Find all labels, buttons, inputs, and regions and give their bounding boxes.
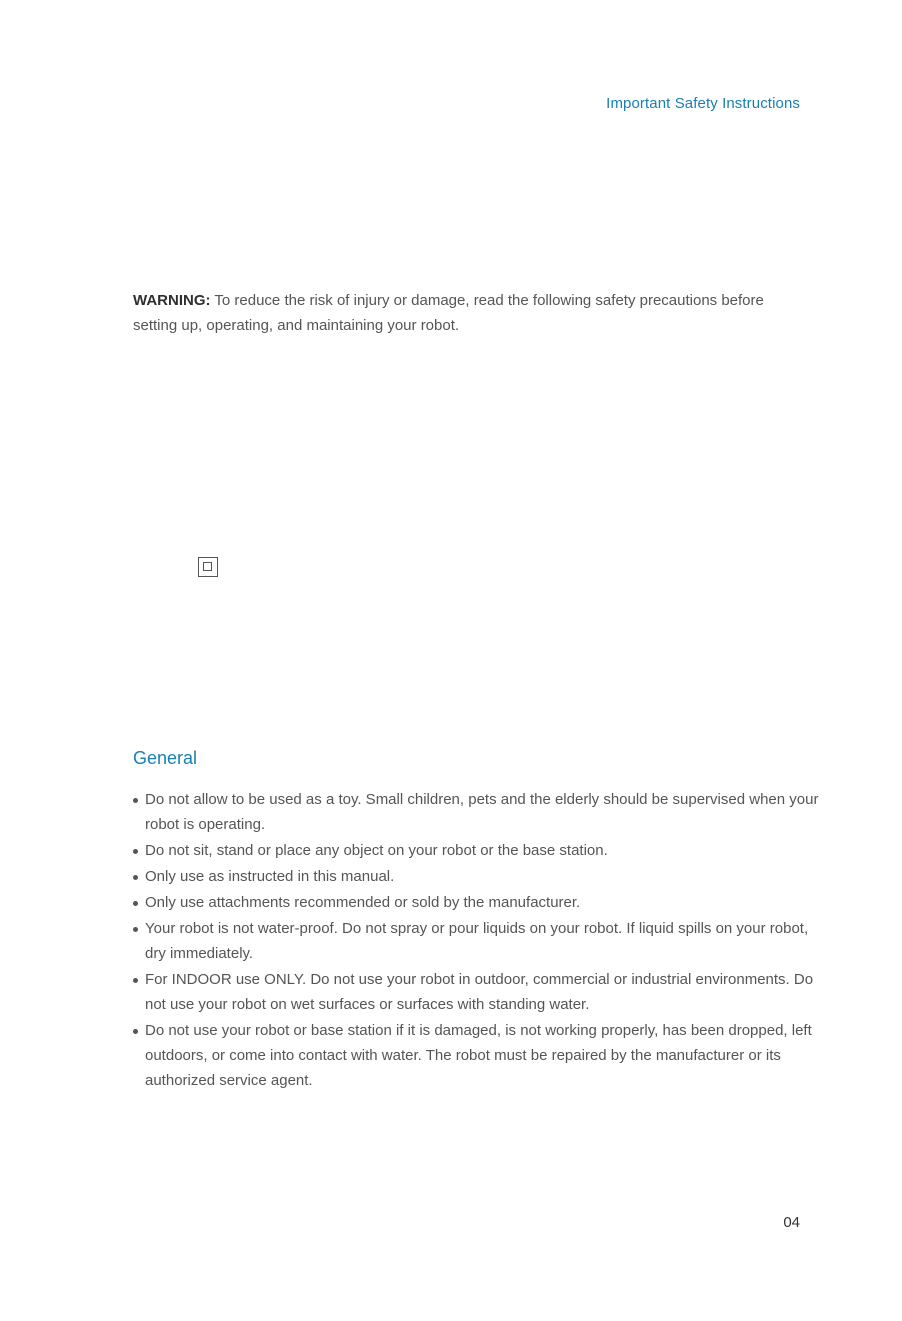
- list-item: Do not sit, stand or place any object on your robot or the base station.: [133, 838, 823, 863]
- general-safety-list: [133, 787, 823, 1094]
- warning-paragraph: [133, 288, 808, 338]
- warning-label: WARNING:: [133, 292, 211, 309]
- list-item: Do not use your robot or base station if it is damaged, is not working properly, has been dropped, left outdoors, or come into contact with water. The robot must be repaired by the manufacturer or its authorized service agent.: [133, 1018, 823, 1093]
- page-number: 04: [783, 1214, 800, 1231]
- list-item: Only use as instructed in this manual.: [133, 864, 823, 889]
- list-item: Your robot is not water-proof. Do not spray or pour liquids on your robot. If liquid spills on your robot, dry immediately.: [133, 916, 823, 966]
- double-insulation-icon: [198, 557, 218, 577]
- list-item: For INDOOR use ONLY. Do not use your robot in outdoor, commercial or industrial environments. Do not use your robot on wet surfaces or surfaces with standing water.: [133, 967, 823, 1017]
- warning-text: To reduce the risk of injury or damage, read the following safety precautions before setting up, operating, and maintaining your robot.: [133, 292, 764, 334]
- list-item: Do not allow to be used as a toy. Small children, pets and the elderly should be supervised when your robot is operating.: [133, 787, 823, 837]
- page-header-title: Important Safety Instructions: [606, 95, 800, 112]
- section-heading-general: General: [133, 748, 198, 768]
- list-item: Only use attachments recommended or sold by the manufacturer.: [133, 890, 823, 915]
